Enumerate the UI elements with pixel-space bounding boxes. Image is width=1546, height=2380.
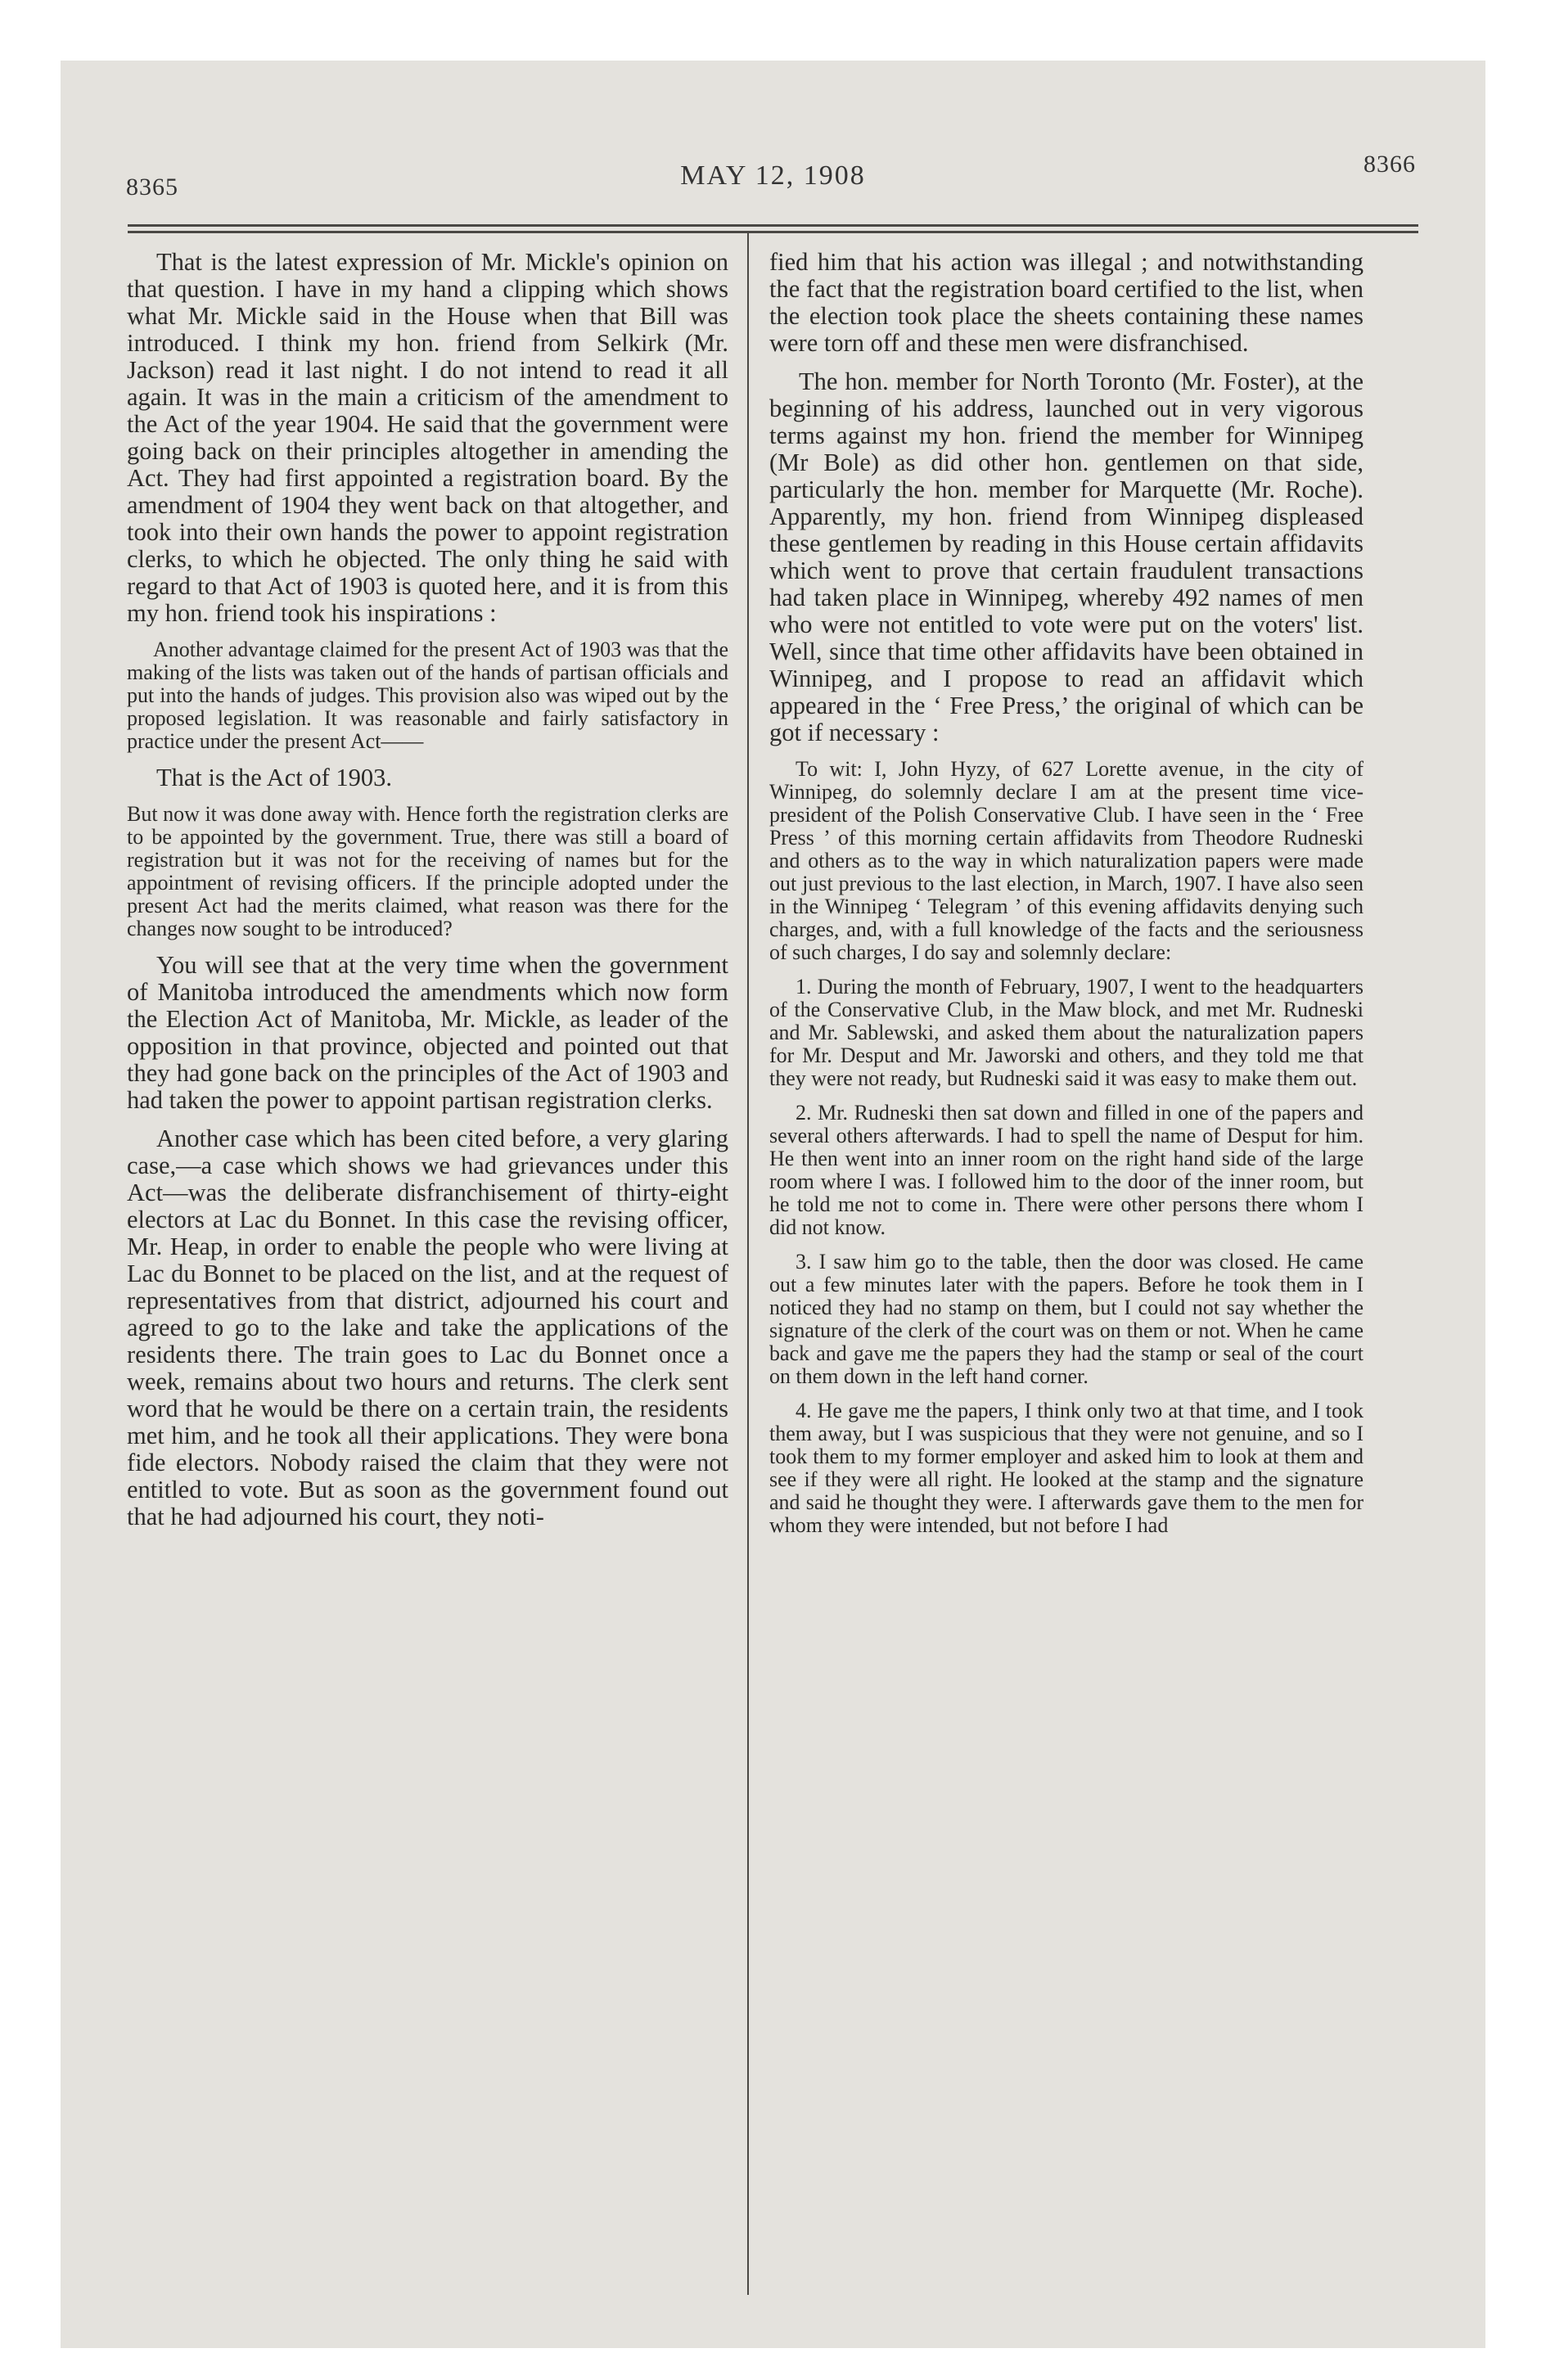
right-column bbox=[769, 249, 1363, 1548]
right-column-paragraph: The hon. member for North Toronto (Mr. Foster), at the beginning of his address, launched out in very vigorous terms against my hon. friend the member for Winnipeg (Mr Bole) as did other hon. gentlemen on that side, particularly the hon. member for Marquette (Mr. Roche). Apparently, my hon. friend from Winnipeg displeased these gentlemen by reading in this House certain affidavits which went to prove that certain fraudulent transactions had taken place in Winnipeg, whereby 492 names of men who were not entitled to vote were put on the voters' list. Well, since that time other affidavits have been obtained in Winnipeg, and I propose to read an affidavit which appeared in the ‘ Free Press,’ the original of which can be got if necessary : bbox=[769, 367, 1363, 746]
left-column-paragraph: But now it was done away with. Hence forth the registration clerks are to be appointed by the government. True, there was still a board of registration but it was not for the receiving of names but for the appointment of revising officers. If the principle adopted under the present Act had the merits claimed, what reason was there for the changes now sought to be introduced? bbox=[127, 802, 728, 940]
left-column-paragraph: Another advantage claimed for the present Act of 1903 was that the making of the lists was taken out of the hands of partisan officials and put into the hands of judges. This provision also was wiped out by the proposed legislation. It was reasonable and fairly satisfactory in practice under the present Act—— bbox=[127, 638, 728, 753]
page-number-left: 8365 bbox=[126, 174, 178, 201]
right-column-paragraph: 1. During the month of February, 1907, I went to the headquarters of the Conservative Club, in the Maw block, and met Mr. Rudneski and Mr. Sablewski, and asked them about the naturalization papers for Mr. Desput and Mr. Jaworski and others, and they told me that they were not ready, but Rudneski said it was easy to make them out. bbox=[769, 975, 1363, 1090]
right-column-paragraph: 4. He gave me the papers, I think only two at that time, and I took them away, but I was suspicious that they were not genuine, and so I took them to my former employer and asked him to look at them and see if they were all right. He looked at the stamp and the signature and said he thought they were. I afterwards gave them to the men for whom they were intended, but not before I had bbox=[769, 1399, 1363, 1537]
right-column-paragraph: 2. Mr. Rudneski then sat down and filled in one of the papers and several others afterwards. I had to spell the name of Desput for him. He then went into an inner room on the right hand side of the large room where I was. I followed him to the door of the inner room, but he told me not to come in. There were other persons there whom I did not know. bbox=[769, 1101, 1363, 1239]
left-column bbox=[127, 249, 728, 1542]
left-column-paragraph: You will see that at the very time when the government of Manitoba introduced the amendments which now form the Election Act of Manitoba, Mr. Mickle, as leader of the opposition in that province, objected and pointed out that they had gone back on the principles of the Act of 1903 and had taken the power to appoint partisan registration clerks. bbox=[127, 951, 728, 1114]
column-divider bbox=[747, 232, 749, 2295]
page-scan bbox=[61, 61, 1485, 2348]
left-column-paragraph: Another case which has been cited before, a very glaring case,—a case which shows we had grievances under this Act—was the deliberate disfranchisement of thirty-eight electors at Lac du Bonnet. In this case the revising officer, Mr. Heap, in order to enable the people who were living at Lac du Bonnet to be placed on the list, and at the request of representatives from that district, adjourned his court and agreed to go to the lake and take the applications of the residents there. The train goes to Lac du Bonnet once a week, remains about two hours and returns. The clerk sent word that he would be there on a certain train, the residents met him, and he took all their applications. They were bona fide electors. Nobody raised the claim that they were not entitled to vote. But as soon as the government found out that he had adjourned his court, they noti- bbox=[127, 1125, 728, 1530]
header-rule bbox=[128, 224, 1418, 227]
right-column-paragraph: fied him that his action was illegal ; and notwithstanding the fact that the registration board certified to the list, when the election took place the sheets containing these names were torn off and these men were disfranchised. bbox=[769, 248, 1363, 357]
page-number-right: 8366 bbox=[1363, 151, 1416, 178]
right-column-paragraph: 3. I saw him go to the table, then the door was closed. He came out a few minutes later with the papers. Before he took them in I noticed they had no stamp on them, but I could not say whether the signature of the clerk of the court was on them or not. When he came back and gave me the papers they had the stamp or seal of the court on them down in the left hand corner. bbox=[769, 1250, 1363, 1388]
left-column-paragraph: That is the latest expression of Mr. Mickle's opinion on that question. I have in my hand a clipping which shows what Mr. Mickle said in the House when that Bill was introduced. I think my hon. friend from Selkirk (Mr. Jackson) read it last night. I do not intend to read it all again. It was in the main a criticism of the amendment to the Act of the year 1904. He said that the government were going back on their principles altogether in amending the Act. They had first appointed a registration board. By the amendment of 1904 they went back on that altogether, and took into their own hands the power to appoint registration clerks, to which he objected. The only thing he said with regard to that Act of 1903 is quoted here, and it is from this my hon. friend took his inspirations : bbox=[127, 248, 728, 627]
left-column-paragraph: That is the Act of 1903. bbox=[156, 764, 393, 791]
header-rule-secondary bbox=[128, 231, 1418, 233]
right-column-paragraph: To wit: I, John Hyzy, of 627 Lorette avenue, in the city of Winnipeg, do solemnly declare I am at the present time vice-president of the Polish Conservative Club. I have seen in the ‘ Free Press ’ of this morning certain affidavits from Theodore Rudneski and others as to the way in which naturalization papers were made out just previous to the last election, in March, 1907. I have also seen in the Winnipeg ‘ Telegram ’ of this evening affidavits denying such charges, and, with a full knowledge of the facts and the seriousness of such charges, I do say and solemnly declare: bbox=[769, 757, 1363, 964]
running-head-date: MAY 12, 1908 bbox=[680, 160, 866, 191]
